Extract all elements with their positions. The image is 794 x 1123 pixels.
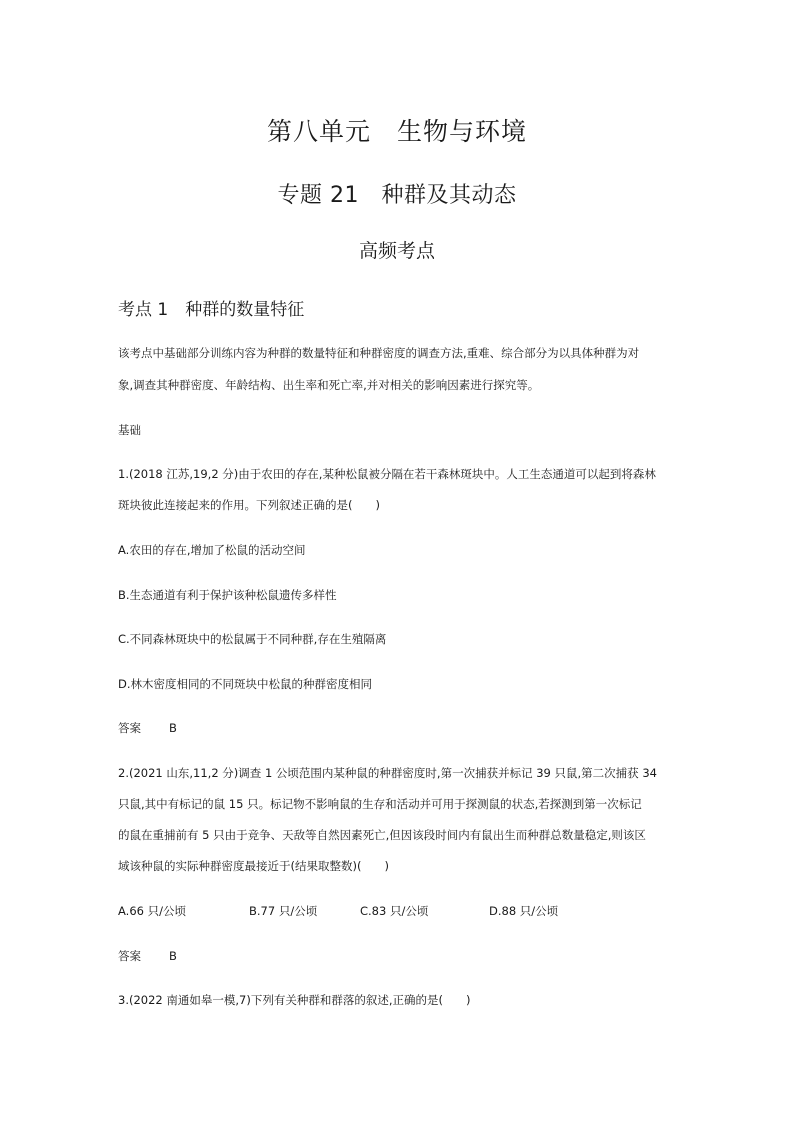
- unit-title: 第八单元 生物与环境: [266, 117, 527, 146]
- q2-answer-label: 答案: [118, 949, 141, 963]
- q2-option-d: D.88 只/公顷: [489, 904, 559, 918]
- q2-line-4: 域该种鼠的实际种群密度最接近于(结果取整数)( ): [118, 859, 389, 873]
- q2-option-c: C.83 只/公顷: [360, 904, 429, 918]
- q1-answer-label: 答案: [118, 721, 141, 735]
- kaodian-heading: 考点 1 种群的数量特征: [118, 300, 305, 320]
- topic-title: 专题 21 种群及其动态: [277, 183, 517, 208]
- q2-answer-value: B: [169, 949, 177, 963]
- q1-option-b: B.生态通道有利于保护该种松鼠遗传多样性: [118, 588, 337, 602]
- q2-line-2: 只鼠,其中有标记的鼠 15 只。标记物不影响鼠的生存和活动并可用于探测鼠的状态,若探测到第一次标记: [118, 797, 642, 811]
- intro-line-1: 该考点中基础部分训练内容为种群的数量特征和种群密度的调查方法,重难、综合部分为以具体种群为对: [118, 346, 640, 360]
- section-title: 高频考点: [358, 240, 435, 262]
- q2-answer: [118, 948, 177, 964]
- q1-answer: [118, 720, 177, 736]
- intro-line-2: 象,调查其种群密度、年龄结构、出生率和死亡率,并对相关的影响因素进行探究等。: [118, 378, 540, 392]
- q2-line-1: 2.(2021 山东,11,2 分)调查 1 公顷范围内某种鼠的种群密度时,第一次捕获并标记 39 只鼠,第二次捕获 34: [118, 766, 657, 780]
- q2-line-3: 的鼠在重捕前有 5 只由于竞争、天敌等自然因素死亡,但因该段时间内有鼠出生而种群总数量稳定,则该区: [118, 828, 646, 842]
- q1-line-2: 斑块彼此连接起来的作用。下列叙述正确的是( ): [118, 498, 380, 512]
- q2-option-b: B.77 只/公顷: [249, 904, 318, 918]
- q1-answer-value: B: [169, 721, 177, 735]
- level-label: 基础: [118, 423, 141, 437]
- q3-line-1: 3.(2022 南通如皋一模,7)下列有关种群和群落的叙述,正确的是( ): [118, 993, 471, 1007]
- q1-line-1: 1.(2018 江苏,19,2 分)由于农田的存在,某种松鼠被分隔在若干森林斑块中。人工生态通道可以起到将森林: [118, 467, 656, 481]
- q2-option-a: A.66 只/公顷: [118, 904, 186, 918]
- q1-option-c: C.不同森林斑块中的松鼠属于不同种群,存在生殖隔离: [118, 632, 387, 646]
- q1-option-a: A.农田的存在,增加了松鼠的活动空间: [118, 543, 306, 557]
- q1-option-d: D.林木密度相同的不同斑块中松鼠的种群密度相同: [118, 677, 373, 691]
